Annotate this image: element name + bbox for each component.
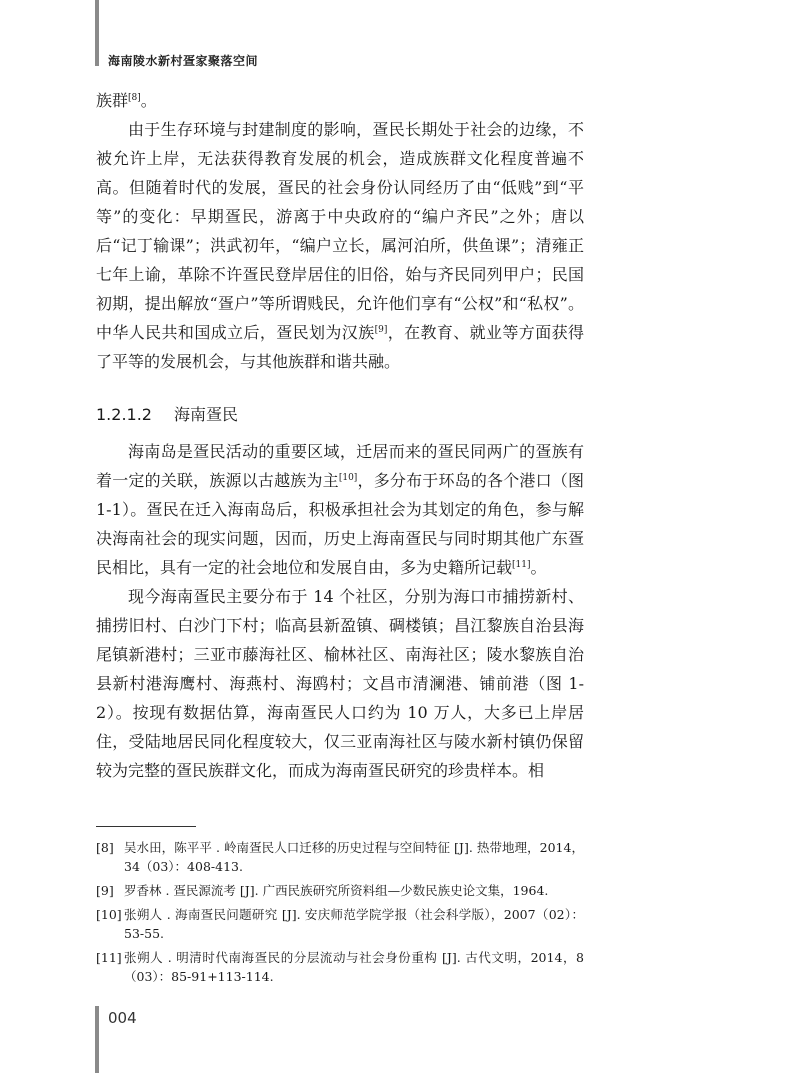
- citation-ref: [11]: [512, 560, 531, 570]
- footnote-mark: [9]: [96, 883, 114, 898]
- section-title: 海南疍民: [173, 405, 238, 424]
- paragraph-hainan-origin: [96, 437, 584, 582]
- paragraph-text: 族群: [96, 91, 129, 110]
- page-number: 004: [108, 1009, 137, 1027]
- footnote-item: [96, 881, 584, 900]
- body-text-upper: [96, 86, 584, 376]
- footnote-item: [96, 905, 584, 943]
- footnote-text: 张朔人 . 海南疍民问题研究 [J]. 安庆师范学院学报（社会科学版），2007（02）：53-55.: [124, 907, 584, 941]
- footnote-divider: [96, 826, 196, 827]
- paragraph-distribution: [96, 582, 584, 785]
- paragraph-identity-history: [96, 115, 584, 376]
- paragraph-text: 海南岛是疍民活动的重要区域，迁居而来的疍民同两广的疍族有着一定的关联，族源以古越族为主: [96, 442, 584, 490]
- section-heading: [96, 402, 238, 425]
- citation-ref: [9]: [374, 325, 388, 335]
- section-number: 1.2.1.2: [96, 405, 152, 424]
- footnote-mark: [10]: [96, 907, 122, 922]
- footnote-mark: [8]: [96, 840, 114, 855]
- paragraph-text: 现今海南疍民主要分布于 14 个社区，分别为海口市捕捞新村、捕捞旧村、白沙门下村；临高县新盈镇、碉楼镇；昌江黎族自治县海尾镇新港村；三亚市藤海社区、榆林社区、南海社区；陵水黎族自治县新村港海鹰村、海燕村、海鸥村；文昌市清澜港、铺前港（图 1-2）。按现有数据估算，海南疍民人口约为 10 万人，大多已上岸居住，受陆地居民同化程度较大，仅三亚南海社区与陵水新村镇仍保留较为完整的疍民族群文化，而成为海南疍民研究的珍贵样本。相: [96, 587, 584, 780]
- citation-ref: [8]: [128, 93, 141, 103]
- footnote-text: 罗香林 . 疍民源流考 [J]. 广西民族研究所资料组—少数民族史论文集，1964.: [124, 883, 549, 898]
- paragraph-text: 。: [530, 558, 547, 577]
- running-head-title: 海南陵水新村疍家聚落空间: [108, 54, 259, 68]
- footer-margin-bar: [95, 1006, 99, 1073]
- footnote-text: 张朔人 . 明清时代南海疍民的分层流动与社会身份重构 [J]. 古代文明，2014，8（03）：85-91+113-114.: [124, 950, 584, 984]
- paragraph-continuation: [96, 86, 584, 115]
- footnote-item: [96, 838, 584, 876]
- body-text-lower: [96, 437, 584, 785]
- footnote-item: [96, 948, 584, 986]
- footnote-text: 吴水田，陈平平 . 岭南疍民人口迁移的历史过程与空间特征 [J]. 热带地理，2014，34（03）：408-413.: [124, 840, 584, 874]
- paragraph-text: 。: [140, 91, 157, 110]
- paragraph-text: 由于生存环境与封建制度的影响，疍民长期处于社会的边缘，不被允许上岸，无法获得教育发展的机会，造成族群文化程度普遍不高。但随着时代的发展，疍民的社会身份认同经历了由“低贱”到“平等”的变化：早期疍民，游离于中央政府的“编户齐民”之外；唐以后“记丁输课”；洪武初年，“编户立长，属河泊所，供鱼课”；清雍正七年上谕，革除不许疍民登岸居住的旧俗，始与齐民同列甲户；民国初期，提出解放“疍户”等所谓贱民，允许他们享有“公权”和“私权”。中华人民共和国成立后，疍民划为汉族: [96, 120, 584, 342]
- citation-ref: [10]: [338, 473, 358, 483]
- paragraph-text: ，在教育、就业等方面获得了平等的发展机会，与其他族群和谐共融。: [96, 323, 584, 371]
- paragraph-text: ，多分布于环岛的各个港口（图 1-1）。疍民在迁入海南岛后，积极承担社会为其划定的角色，参与解决海南社会的现实问题，因而，历史上海南疍民与同时期其他广东疍民相比，具有一定的社会地位和发展自由，多为史籍所记载: [96, 471, 584, 577]
- header-margin-bar: [95, 0, 99, 66]
- footnotes: [96, 838, 584, 991]
- footnote-mark: [11]: [96, 950, 122, 965]
